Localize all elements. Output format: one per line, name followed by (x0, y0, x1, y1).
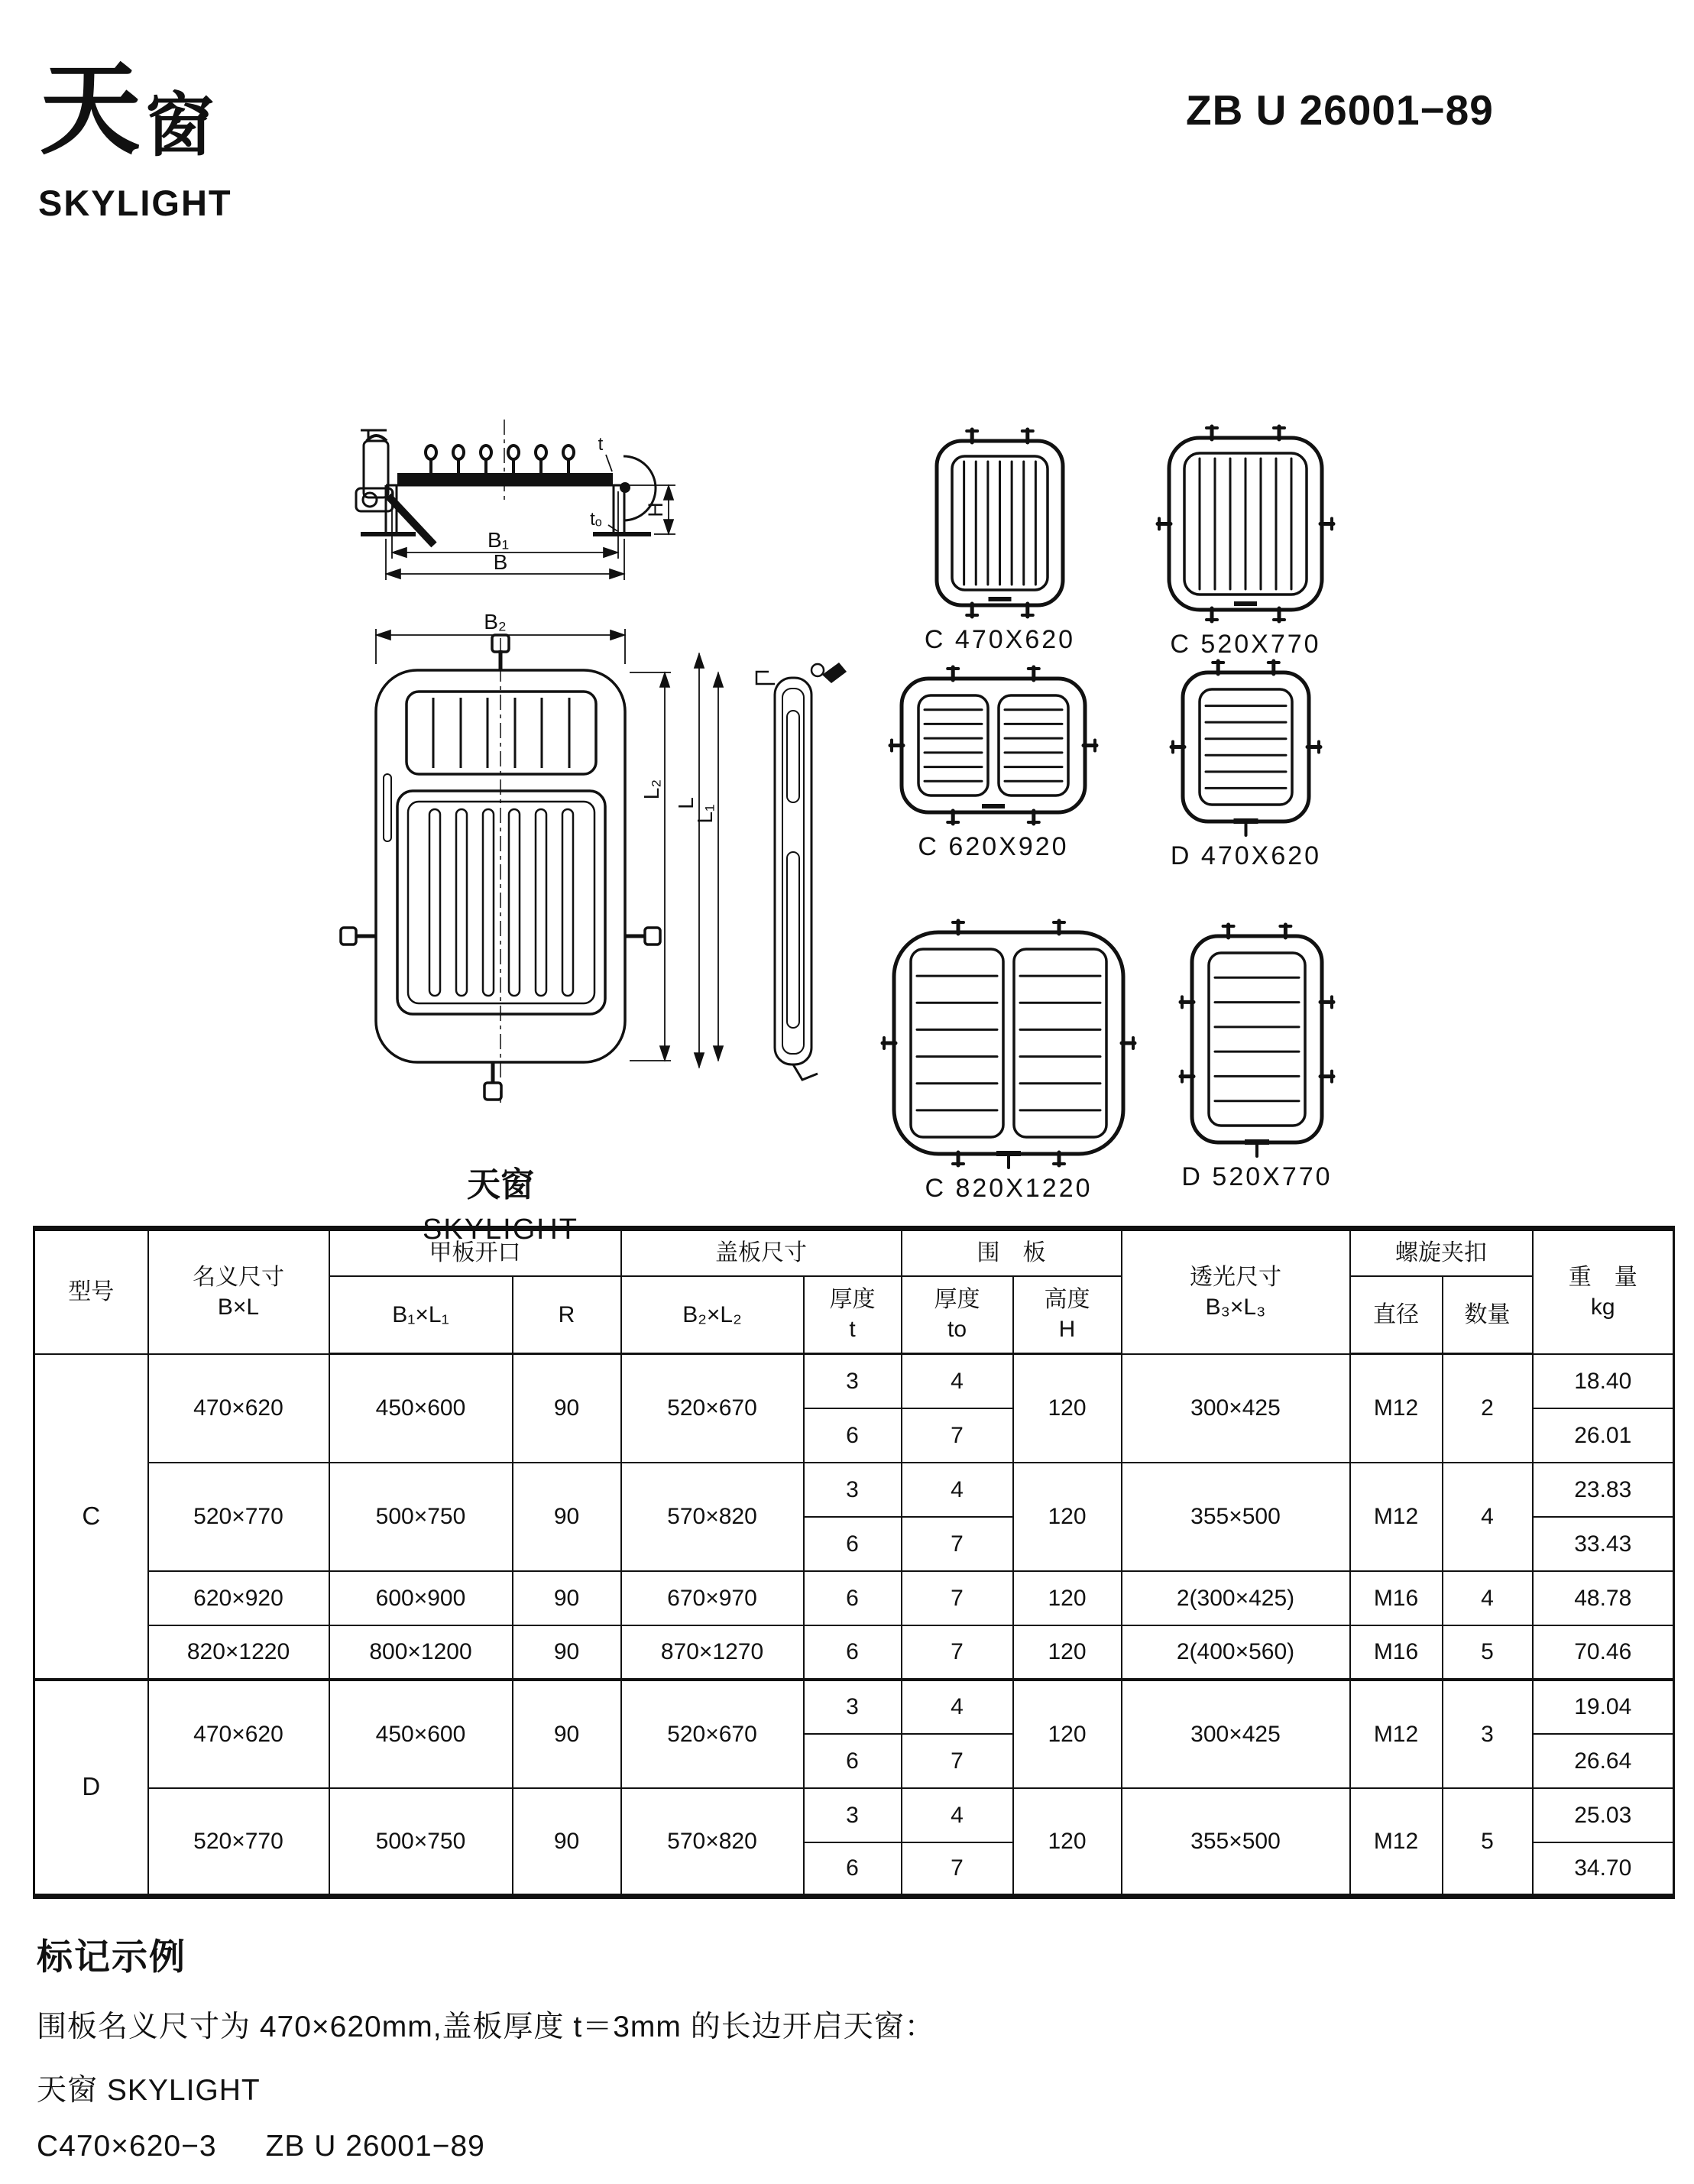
hinge-mechanism (356, 430, 434, 545)
table-cell: 5 (1443, 1625, 1533, 1680)
table-cell: 3 (804, 1354, 902, 1408)
table-cell: 5 (1443, 1788, 1533, 1897)
table-header-cell: 直径 (1350, 1276, 1443, 1354)
figure-caption-cn: 天窗 (467, 1166, 534, 1204)
dim-label-L1: L₁ (693, 804, 717, 824)
example-line-2: 天窗 SKYLIGHT (37, 2074, 261, 2107)
table-row (34, 1625, 1674, 1680)
table-cell: 450×600 (329, 1680, 513, 1788)
table-cell: 6 (804, 1517, 902, 1571)
table-cell: 18.40 (1533, 1354, 1674, 1408)
table-cell: 26.64 (1533, 1734, 1674, 1788)
table-cell: 2(300×425) (1122, 1571, 1350, 1625)
variant-label: C 520X770 (1170, 630, 1321, 659)
page-title-cn-big: 天 (40, 53, 141, 166)
table-header-cell: 重 量 kg (1533, 1229, 1674, 1354)
table-cell: 25.03 (1533, 1788, 1674, 1842)
dim-label-B2: B₂ (484, 610, 507, 633)
table-row (34, 1463, 1674, 1517)
table-cell: 7 (902, 1571, 1013, 1625)
variant-c520x770 (1154, 423, 1337, 659)
variant-label: C 820X1220 (925, 1174, 1093, 1203)
variant-label: C 620X920 (918, 832, 1069, 861)
dim-label-H: H (644, 502, 667, 517)
table-cell: 6 (804, 1734, 902, 1788)
table-header-cell: 围 板 (902, 1229, 1122, 1276)
table-cell: 4 (1443, 1463, 1533, 1571)
spec-table (33, 1226, 1675, 1899)
table-row (34, 1788, 1674, 1842)
table-cell: 670×970 (621, 1571, 804, 1625)
table-cell: 355×500 (1122, 1788, 1350, 1897)
table-cell: 300×425 (1122, 1680, 1350, 1788)
table-cell: 870×1270 (621, 1625, 804, 1680)
table-header-cell: 厚度 to (902, 1276, 1013, 1354)
variant-c820x1220 (879, 917, 1139, 1204)
table-cell: 3 (804, 1463, 902, 1517)
table-cell: M16 (1350, 1571, 1443, 1625)
table-cell: 90 (513, 1680, 621, 1788)
table-header-cell: 名义尺寸 B×L (148, 1229, 329, 1354)
example-designation: C470×620−3 (37, 2130, 217, 2163)
table-cell: 300×425 (1122, 1354, 1350, 1463)
page-title-cn (40, 53, 214, 166)
table-cell: 120 (1013, 1625, 1122, 1680)
table-cell: 4 (902, 1463, 1013, 1517)
table-cell: 6 (804, 1571, 902, 1625)
table-cell: 120 (1013, 1571, 1122, 1625)
variant-c620x920 (886, 663, 1100, 862)
variant-label: C 470X620 (924, 625, 1076, 654)
variant-drawing (921, 426, 1078, 621)
table-cell: M12 (1350, 1788, 1443, 1897)
spec-table-head (34, 1229, 1674, 1354)
marking-example (37, 1929, 935, 2184)
example-heading: 标记示例 (37, 1936, 186, 1977)
table-cell: 3 (804, 1788, 902, 1842)
table-header-cell: 厚度 t (804, 1276, 902, 1354)
table-cell: 19.04 (1533, 1680, 1674, 1734)
table-cell: 7 (902, 1517, 1013, 1571)
table-cell: 520×770 (148, 1463, 329, 1571)
table-cell: C (34, 1354, 148, 1680)
table-cell: 120 (1013, 1680, 1122, 1788)
page-title-en: SKYLIGHT (38, 183, 232, 223)
variant-drawing (879, 917, 1139, 1169)
example-standard-ref: ZB U 26001−89 (265, 2130, 485, 2163)
example-line-3 (37, 2130, 935, 2163)
variant-label: D 520X770 (1181, 1162, 1333, 1191)
dim-label-L2: L₂ (640, 779, 663, 800)
table-cell: 7 (902, 1625, 1013, 1680)
table-cell: 90 (513, 1625, 621, 1680)
table-cell: 520×670 (621, 1680, 804, 1788)
table-cell: 820×1220 (148, 1625, 329, 1680)
table-header-cell: 高度 H (1013, 1276, 1122, 1354)
table-header-cell: 型号 (34, 1229, 148, 1354)
table-cell: 23.83 (1533, 1463, 1674, 1517)
variant-d520x770 (1177, 921, 1337, 1192)
variant-c470x620 (921, 426, 1078, 655)
table-cell: 90 (513, 1354, 621, 1463)
figure-caption-en: SKYLIGHT (423, 1214, 578, 1246)
table-row (34, 1354, 1674, 1408)
table-cell: 2(400×560) (1122, 1625, 1350, 1680)
table-cell: 7 (902, 1408, 1013, 1463)
table-cell: 4 (902, 1680, 1013, 1734)
variant-drawing (1177, 921, 1337, 1158)
table-cell: 6 (804, 1842, 902, 1897)
table-cell: M16 (1350, 1625, 1443, 1680)
table-cell: 570×820 (621, 1788, 804, 1897)
table-header-cell: 透光尺寸 B₃×L₃ (1122, 1229, 1350, 1354)
variant-drawing (1168, 657, 1324, 837)
table-cell: 90 (513, 1463, 621, 1571)
variant-drawing (1154, 423, 1337, 625)
table-header-cell: B₂×L₂ (621, 1276, 804, 1354)
spec-table-body (34, 1354, 1674, 1897)
table-cell: 3 (804, 1680, 902, 1734)
table-cell: 120 (1013, 1788, 1122, 1897)
table-header-cell: 盖板尺寸 (621, 1229, 902, 1276)
variant-drawing (886, 663, 1100, 828)
table-cell: M12 (1350, 1680, 1443, 1788)
table-cell: M12 (1350, 1463, 1443, 1571)
example-line-1: 围板名义尺寸为 470×620mm,盖板厚度 t＝3mm 的长边开启天窗： (37, 2011, 935, 2043)
dim-label-L: L (674, 797, 698, 809)
table-header-cell: 数量 (1443, 1276, 1533, 1354)
side-view (756, 663, 847, 1080)
table-cell: 520×670 (621, 1354, 804, 1463)
table-cell: 450×600 (329, 1354, 513, 1463)
table-cell: 500×750 (329, 1788, 513, 1897)
table-cell: 470×620 (148, 1680, 329, 1788)
table-cell: 33.43 (1533, 1517, 1674, 1571)
table-cell: 26.01 (1533, 1408, 1674, 1463)
table-cell: 4 (902, 1354, 1013, 1408)
table-cell: 500×750 (329, 1463, 513, 1571)
table-row (34, 1571, 1674, 1625)
table-cell: 4 (902, 1788, 1013, 1842)
table-cell: 7 (902, 1734, 1013, 1788)
table-cell: 120 (1013, 1354, 1122, 1463)
table-cell: 6 (804, 1625, 902, 1680)
dim-label-B: B (493, 550, 508, 574)
table-header-cell: B₁×L₁ (329, 1276, 513, 1354)
table-cell: 800×1200 (329, 1625, 513, 1680)
table-header-cell: R (513, 1276, 621, 1354)
table-cell: 355×500 (1122, 1463, 1350, 1571)
variant-label: D 470X620 (1170, 841, 1322, 870)
table-cell: 7 (902, 1842, 1013, 1897)
standard-code: ZB U 26001−89 (1186, 86, 1494, 134)
table-cell: 470×620 (148, 1354, 329, 1463)
dim-label-B1: B₁ (487, 528, 510, 552)
table-cell: 4 (1443, 1571, 1533, 1625)
table-row (34, 1680, 1674, 1734)
dim-label-to: tₒ (590, 509, 602, 530)
table-cell: 3 (1443, 1680, 1533, 1788)
table-cell: 620×920 (148, 1571, 329, 1625)
table-cell: 90 (513, 1788, 621, 1897)
page-title-cn-small: 窗 (145, 88, 214, 164)
main-drawing (321, 409, 856, 1272)
table-cell: 34.70 (1533, 1842, 1674, 1897)
table-cell: M12 (1350, 1354, 1443, 1463)
dim-label-t: t (598, 434, 604, 455)
table-cell: 570×820 (621, 1463, 804, 1571)
table-cell: D (34, 1680, 148, 1897)
table-cell: 48.78 (1533, 1571, 1674, 1625)
table-cell: 2 (1443, 1354, 1533, 1463)
table-cell: 6 (804, 1408, 902, 1463)
table-cell: 90 (513, 1571, 621, 1625)
variant-d470x620 (1168, 657, 1324, 871)
plan-view (341, 635, 660, 1103)
table-cell: 70.46 (1533, 1625, 1674, 1680)
table-cell: 520×770 (148, 1788, 329, 1897)
table-cell: 600×900 (329, 1571, 513, 1625)
table-header-cell: 螺旋夹扣 (1350, 1229, 1533, 1276)
table-cell: 120 (1013, 1463, 1122, 1571)
table-header-cell: 甲板开口 (329, 1229, 621, 1276)
